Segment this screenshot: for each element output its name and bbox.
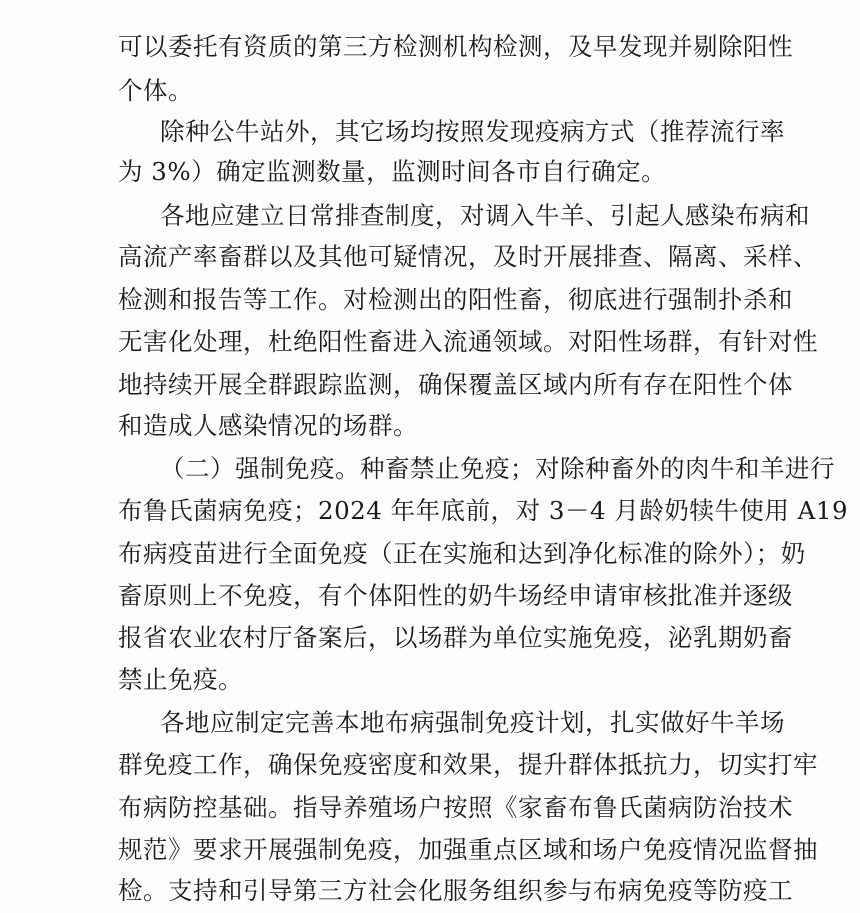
text-line: 无害化处理，杜绝阳性畜进入流通领域。对阳性场群，有针对性 bbox=[118, 327, 818, 356]
text-line: 可以委托有资质的第三方检测机构检测，及早发现并剔除阳性 bbox=[118, 32, 793, 61]
text-line: 规范》要求开展强制免疫，加强重点区域和场户免疫情况监督抽 bbox=[118, 835, 818, 864]
text-line: 个体。 bbox=[118, 76, 193, 105]
text-line: 各地应建立日常排查制度，对调入牛羊、引起人感染布病和 bbox=[160, 201, 810, 230]
text-line: 为 3%）确定监测数量，监测时间各市自行确定。 bbox=[118, 157, 667, 186]
text-line: （二）强制免疫。种畜禁止免疫；对除种畜外的肉牛和羊进行 bbox=[160, 454, 835, 483]
text-line: 群免疫工作，确保免疫密度和效果，提升群体抵抗力，切实打牢 bbox=[118, 750, 818, 779]
text-line: 畜原则上不免疫，有个体阳性的奶牛场经申请审核批准并逐级 bbox=[118, 581, 793, 610]
text-line: 地持续开展全群跟踪监测，确保覆盖区域内所有存在阳性个体 bbox=[118, 370, 793, 399]
text-line: 布病疫苗进行全面免疫（正在实施和达到净化标准的除外）；奶 bbox=[118, 539, 806, 568]
text-line: 和造成人感染情况的场群。 bbox=[118, 411, 418, 440]
text-line: 布病防控基础。指导养殖场户按照《家畜布鲁氏菌病防治技术 bbox=[118, 793, 793, 822]
text-line: 检。支持和引导第三方社会化服务组织参与布病免疫等防疫工 bbox=[118, 876, 793, 905]
text-line: 禁止免疫。 bbox=[118, 665, 243, 694]
text-line: 各地应制定完善本地布病强制免疫计划，扎实做好牛羊场 bbox=[160, 708, 785, 737]
text-line: 报省农业农村厅备案后，以场群为单位实施免疫，泌乳期奶畜 bbox=[118, 623, 793, 652]
text-line: 高流产率畜群以及其他可疑情况，及时开展排查、隔离、采样、 bbox=[118, 242, 818, 271]
text-line: 除种公牛站外，其它场均按照发现疫病方式（推荐流行率 bbox=[160, 117, 785, 146]
text-line: 检测和报告等工作。对检测出的阳性畜，彻底进行强制扑杀和 bbox=[118, 285, 793, 314]
text-line: 布鲁氏菌病免疫；2024 年年底前，对 3－4 月龄奶犊牛使用 A19 bbox=[118, 496, 849, 525]
